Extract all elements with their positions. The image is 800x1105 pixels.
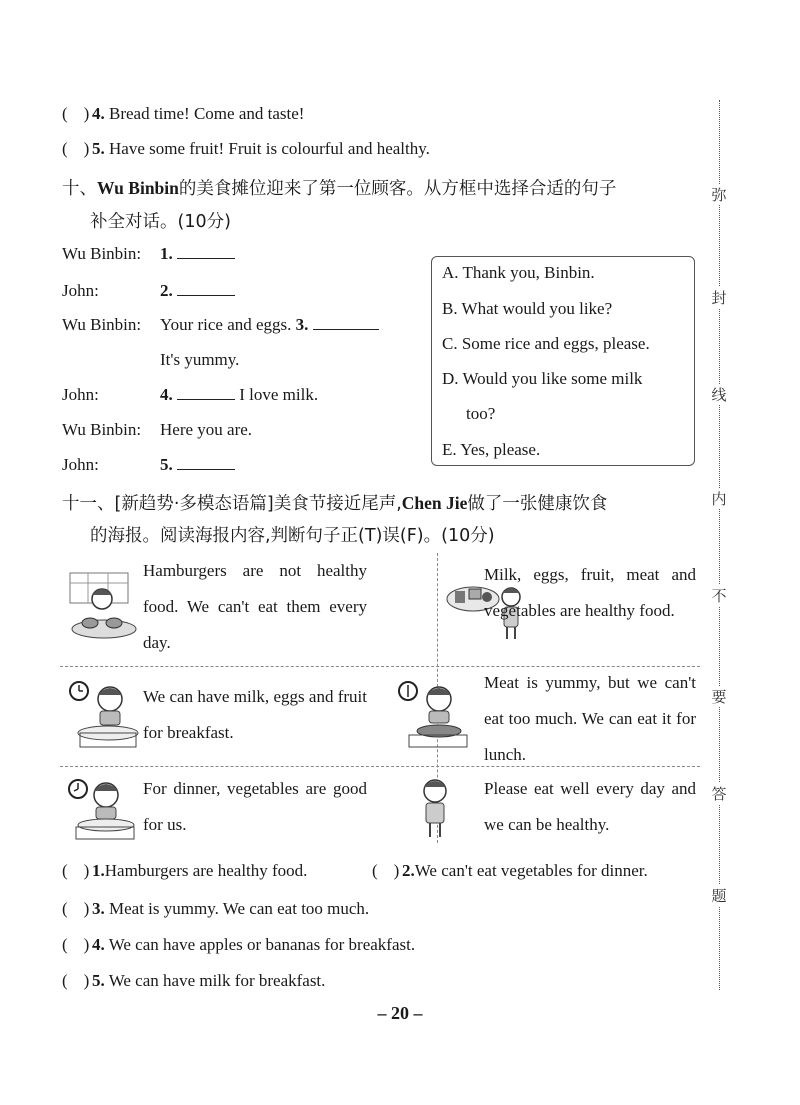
binding-line (719, 100, 720, 990)
question-text: Have some fruit! Fruit is colourful and healthy. (109, 139, 430, 158)
section-11-title-line2: 的海报。阅读海报内容,判断句子正(T)误(F)。(10分) (90, 526, 495, 546)
statement-text: Meat is yummy. We can eat too much. (109, 899, 370, 918)
poster-text-4: Meat is yummy, but we can't eat too much. We can eat it for lunch. (484, 673, 696, 764)
dialogue-line-5: Wu Binbin: Here you are. (62, 420, 253, 439)
answer-paren[interactable]: ( ) (62, 971, 90, 990)
dialogue-line-3: Wu Binbin: Your rice and eggs. 3. (62, 315, 379, 335)
margin-char: 不 (709, 585, 729, 606)
dialogue-line-6: John: 5. (62, 455, 235, 475)
section-11-title: 十一、[新趋势·多模态语篇]美食节接近尾声,Chen Jie做了一张健康饮食 (62, 493, 608, 514)
breakfast-clock-icon (68, 677, 142, 751)
poster-text-5: For dinner, vegetables are good for us. (143, 779, 367, 834)
answer-paren[interactable]: ( ) (62, 935, 90, 954)
question-4-line (62, 104, 304, 124)
option-e: E. Yes, please. (442, 440, 541, 459)
statement-text: We can have apples or bananas for breakfast. (108, 935, 416, 954)
option-d-cont: too? (466, 404, 496, 423)
dialogue-line-1: Wu Binbin: 1. (62, 244, 235, 264)
eating-boy-icon (415, 775, 459, 841)
hamburger-boy-icon (68, 571, 140, 641)
poster-text-2: Milk, eggs, fruit, meat and vegetables are healthy food. (484, 565, 696, 620)
dinner-clock-icon (66, 775, 140, 841)
answer-blank[interactable] (177, 385, 235, 400)
statement-row-5: ( ) 5. We can have milk for breakfast. (62, 971, 326, 990)
option-c: C. Some rice and eggs, please. (442, 334, 650, 353)
question-text: Bread time! Come and taste! (109, 104, 305, 123)
statement-text: Hamburgers are healthy food. (104, 861, 308, 880)
question-5-line (62, 139, 430, 159)
margin-char: 内 (709, 488, 729, 509)
section-10-title-line2: 补全对话。(10分) (90, 212, 231, 232)
options-box (431, 256, 695, 466)
margin-char: 线 (709, 384, 729, 405)
margin-char: 题 (709, 885, 729, 906)
margin-char: 要 (709, 686, 729, 707)
section-10-title: 十、Wu Binbin的美食摊位迎来了第一位顾客。从方框中选择合适的句子 (62, 178, 617, 199)
question-number: 4. (92, 104, 105, 123)
question-number: 5. (92, 139, 105, 158)
answer-blank[interactable] (177, 455, 235, 470)
answer-blank[interactable] (177, 244, 235, 259)
statement-row-4: ( ) 4. We can have apples or bananas for breakfast. (62, 935, 416, 954)
poster-text-3: We can have milk, eggs and fruit for breakfast. (143, 687, 367, 742)
statement-row-3: ( ) 3. Meat is yummy. We can eat too much. (62, 899, 370, 918)
margin-char: 答 (709, 783, 729, 804)
option-d: D. Would you like some milk (442, 369, 643, 388)
dialogue-line-3-cont: It's yummy. (160, 350, 240, 369)
statement-text: We can't eat vegetables for dinner. (414, 861, 648, 880)
answer-paren[interactable]: ( ) (62, 861, 90, 880)
dialogue-line-2: John: 2. (62, 281, 235, 301)
margin-char: 封 (709, 287, 729, 308)
poster-text-6: Please eat well every day and we can be healthy. (484, 779, 696, 834)
answer-paren[interactable]: ( ) (62, 899, 90, 918)
answer-blank[interactable] (177, 281, 235, 296)
dialogue-line-4: John: 4. I love milk. (62, 385, 319, 404)
statement-text: We can have milk for breakfast. (108, 971, 326, 990)
lunch-clock-drawing (395, 677, 471, 751)
option-b: B. What would you like? (442, 299, 613, 318)
answer-paren[interactable]: ( ) (62, 104, 90, 123)
statement-row-1: ( ) 1.Hamburgers are healthy food. (62, 861, 308, 880)
answer-paren[interactable]: ( ) (372, 861, 400, 880)
option-a: A. Thank you, Binbin. (442, 263, 595, 282)
healthy-eating-poster (60, 553, 700, 843)
answer-blank[interactable] (313, 315, 379, 330)
page-number: – 20 – (377, 1003, 423, 1023)
poster-text-1: Hamburgers are not healthy food. We can't eat them every day. (143, 561, 367, 652)
margin-char: 弥 (709, 184, 729, 205)
answer-paren[interactable]: ( ) (62, 139, 90, 158)
statement-row-2: ( ) 2.We can't eat vegetables for dinner. (372, 861, 648, 880)
